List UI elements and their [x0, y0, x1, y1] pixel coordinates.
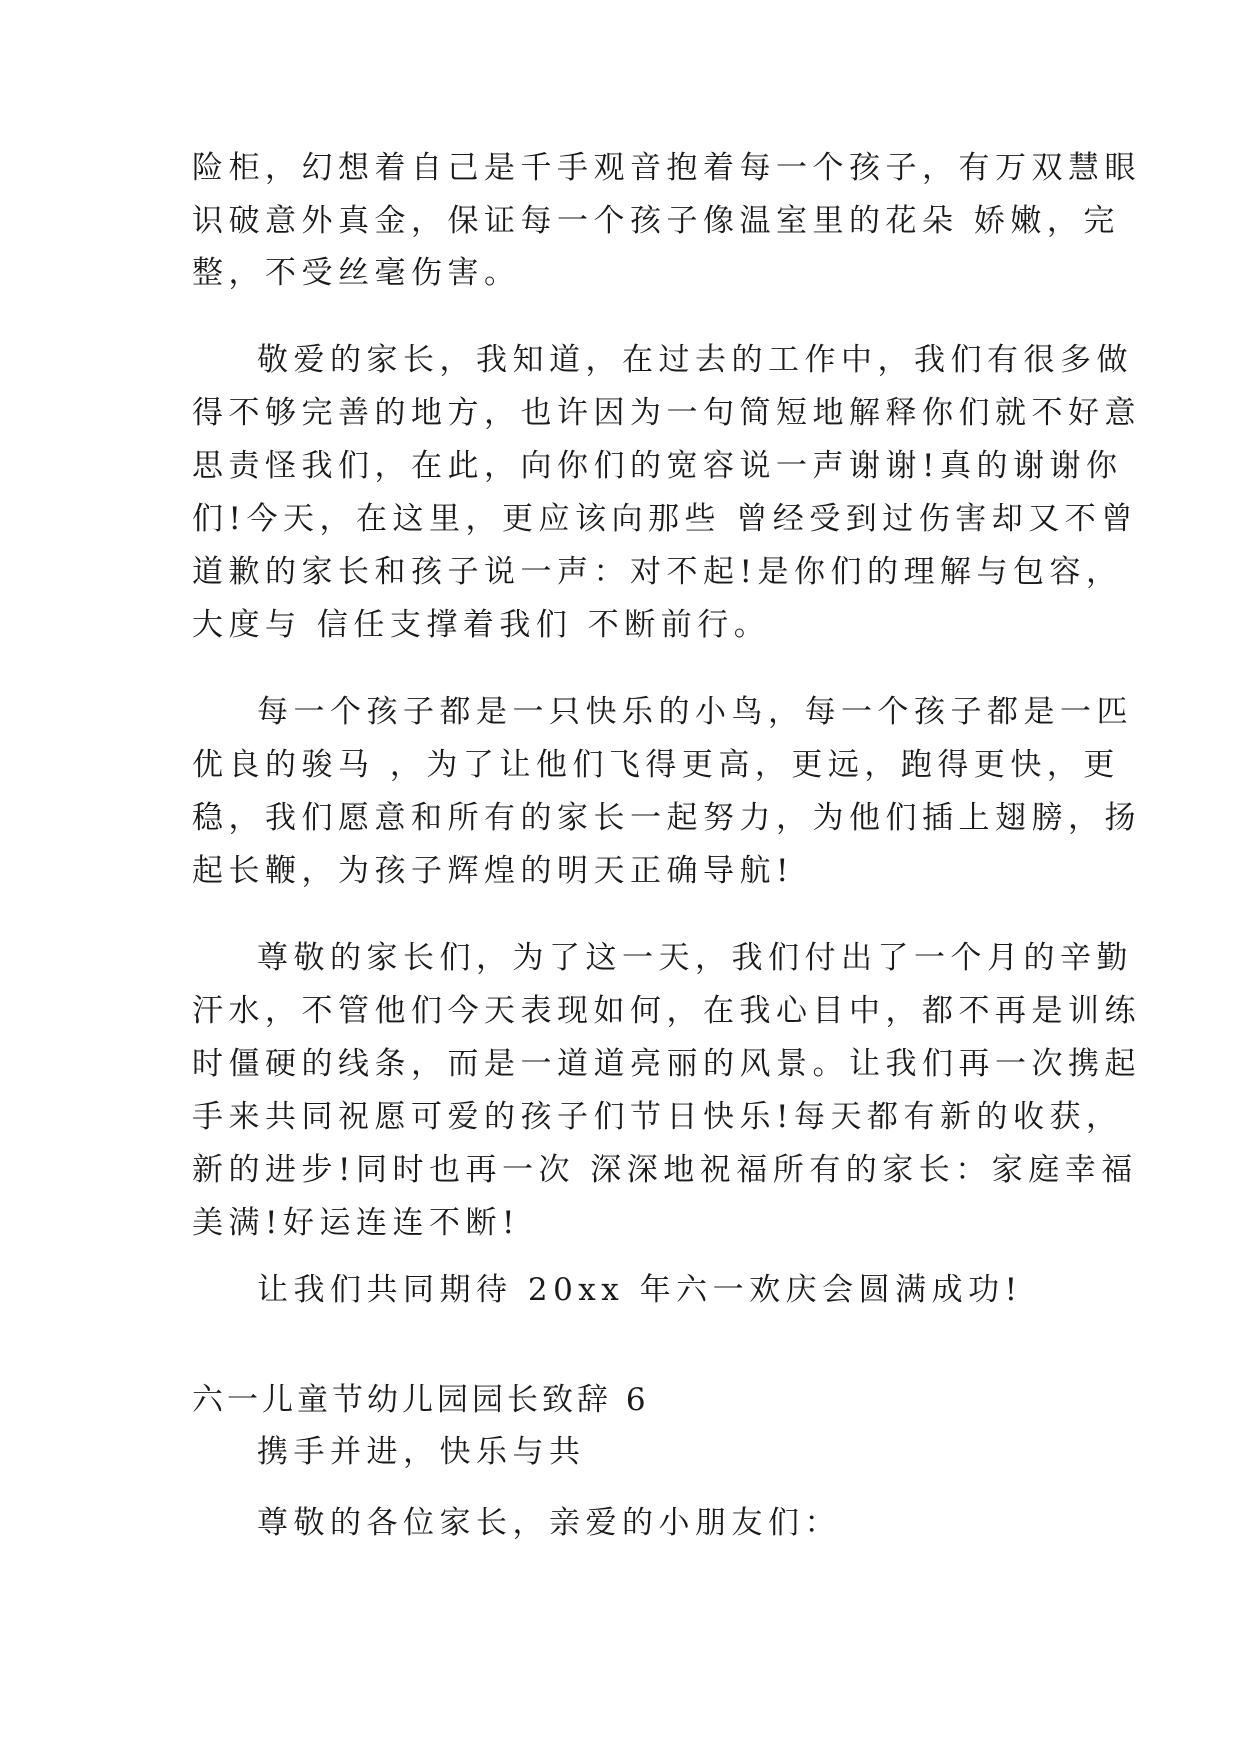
paragraph-line: 险柜，幻想着自己是千手观音抱着每一个孩子，有万双慧眼 — [192, 150, 1141, 186]
paragraph-line: 新的进步!同时也再一次 深深地祝福所有的家长：家庭幸福 — [192, 1152, 1138, 1188]
salutation-line: 尊敬的各位家长，亲爱的小朋友们： — [257, 1505, 841, 1541]
paragraph-line: 美满!好运连连不断! — [192, 1205, 520, 1241]
paragraph-line: 识破意外真金，保证每一个孩子像温室里的花朵 娇嫩，完 — [192, 203, 1120, 239]
paragraph-line: 大度与 信任支撑着我们 不断前行。 — [192, 607, 771, 643]
paragraph-line: 尊敬的家长们，为了这一天，我们付出了一个月的辛勤 — [257, 940, 1133, 976]
paragraph-line: 们!今天，在这里，更应该向那些 曾经受到过伤害却又不曾 — [192, 501, 1138, 537]
paragraph-line: 让我们共同期待 20xx 年六一欢庆会圆满成功! — [257, 1272, 1023, 1308]
paragraph-line: 道歉的家长和孩子说一声：对不起!是你们的理解与包容， — [192, 554, 1123, 590]
paragraph-line: 整，不受丝毫伤害。 — [192, 255, 521, 291]
paragraph-line: 思责怪我们，在此，向你们的宽容说一声谢谢!真的谢谢你 — [192, 448, 1123, 484]
paragraph-line: 手来共同祝愿可爱的孩子们节日快乐!每天都有新的收获， — [192, 1099, 1123, 1135]
paragraph-line: 得不够完善的地方，也许因为一句简短地解释你们就不好意 — [192, 395, 1141, 431]
section-heading: 六一儿童节幼儿园园长致辞 6 — [192, 1382, 650, 1418]
paragraph-line: 汗水，不管他们今天表现如何，在我心目中，都不再是训练 — [192, 993, 1141, 1029]
paragraph-line: 敬爱的家长，我知道，在过去的工作中，我们有很多做 — [257, 342, 1133, 378]
paragraph-line: 起长鞭，为孩子辉煌的明天正确导航! — [192, 853, 794, 889]
paragraph-line: 优良的骏马 ，为了让他们飞得更高，更远，跑得更快，更 — [192, 747, 1120, 783]
paragraph-line: 每一个孩子都是一只快乐的小鸟，每一个孩子都是一匹 — [257, 694, 1133, 730]
subtitle-line: 携手并进，快乐与共 — [257, 1434, 586, 1470]
paragraph-line: 稳，我们愿意和所有的家长一起努力，为他们插上翅膀，扬 — [192, 800, 1141, 836]
paragraph-line: 时僵硬的线条，而是一道道亮丽的风景。让我们再一次携起 — [192, 1046, 1141, 1082]
